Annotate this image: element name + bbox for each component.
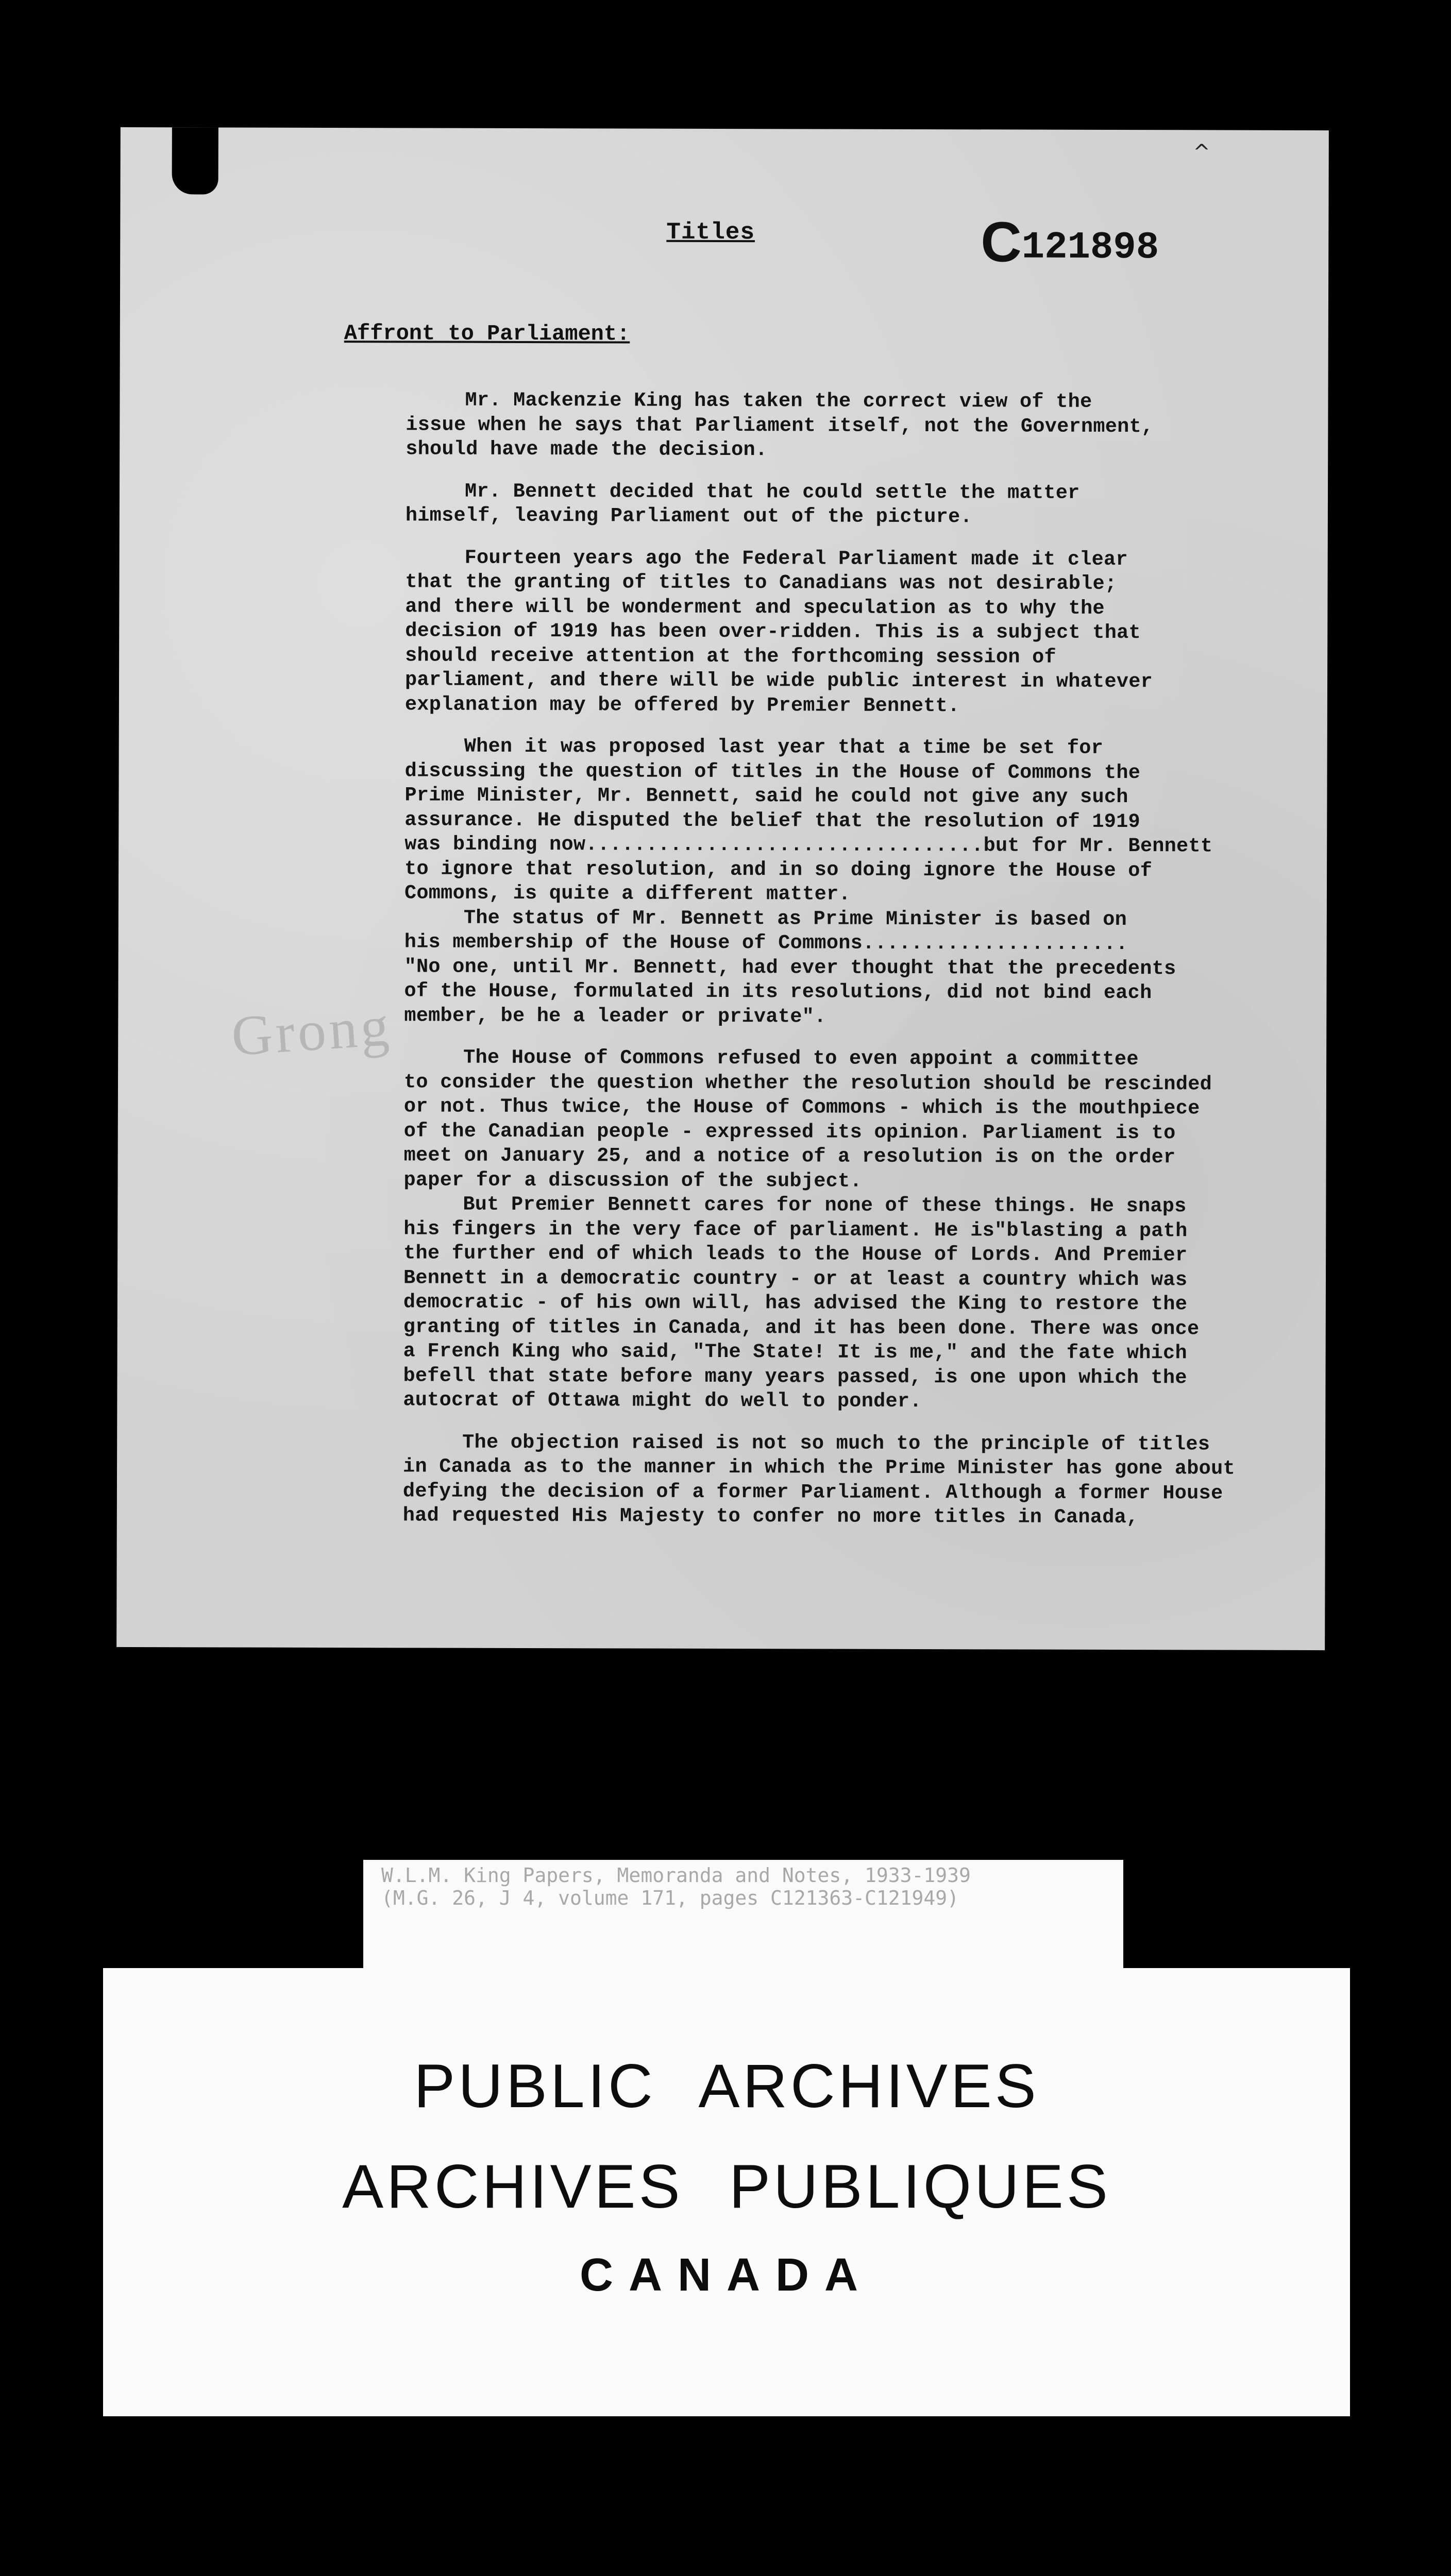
document-title: Titles <box>666 218 755 246</box>
faint-stamp: Grong <box>229 994 394 1068</box>
document-number-prefix: C <box>981 210 1022 274</box>
paragraph: When it was proposed last year that a time be set for discussing the question of titles in the House of Commons the Prime Minister, Mr. Bennett, said he could not give any such assurance. He disputed the belief that the resolution of 1919 was binding now.................................but for Mr. Bennett to ignore that resolution, and in so doing ignore the House of Commons, is quite a different matter. <box>404 735 1213 906</box>
corner-mark: ^ <box>1193 140 1210 164</box>
section-heading: Affront to Parliament: <box>344 321 630 347</box>
paragraph: The objection raised is not so much to the principle of titles in Canada as to the manner in which the Prime Minister has gone about defying the decision of a former Parliament. Although a former House had requested His Majesty to confer no more titles in Canada, <box>402 1431 1235 1529</box>
archive-card <box>103 1968 1350 2416</box>
archive-name-english: PUBLIC ARCHIVES <box>414 2052 1039 2121</box>
ink-blot <box>172 127 218 194</box>
paragraph: Mr. Mackenzie King has taken the correct view of the issue when he says that Parliament itself, not the Government, should have made the decision. <box>406 388 1154 462</box>
paragraph: Fourteen years ago the Federal Parliament made it clear that the granting of titles to Canadians was not desirable; and there will be wonderment and speculation as to why the decision of 1919 has been over-ridden. This is a subject that should receive attention at the forthcoming session of parliament, and there will be wide public interest in whatever explanation may be offered by Premier Bennett. <box>404 546 1153 717</box>
paragraph: The status of Mr. Bennett as Prime Minister is based on his membership of the House of Commons...................... "No one, until Mr. Bennett, had ever thought that the precedents of the House, formulated in its resolutions, did not bind each member, be he a leader or private". <box>404 906 1176 1028</box>
document-number-value: 121898 <box>1021 226 1159 270</box>
paragraph: Mr. Bennett decided that he could settle the matter himself, leaving Parliament out of the picture. <box>405 480 1080 529</box>
paragraph: The House of Commons refused to even appoint a committee to consider the question whether the resolution should be rescinded or not. Thus twice, the House of Commons - which is the mouthpiece of the Canadian people - expressed its opinion. Parliament is to meet on January 25, and a notice of a resolution is on the order paper for a discussion of the subject. <box>403 1046 1212 1193</box>
catalog-line-reference: (M.G. 26, J 4, volume 171, pages C121363-C121949) <box>381 1887 959 1909</box>
catalog-line-collection: W.L.M. King Papers, Memoranda and Notes, 1933-1939 <box>381 1864 971 1887</box>
paragraph: But Premier Bennett cares for none of these things. He snaps his fingers in the very face of parliament. He is"blasting a path the further end of which leads to the House of Lords. And Premier Bennett in a democratic country - or at least a country which was democratic - of his own will, has advised the King to restore the granting of titles in Canada, and it has been done. There was once a French King who said, "The State! It is me," and the fate which befell that state before many years passed, is one upon which the autocrat of Ottawa might do well to ponder. <box>403 1193 1200 1413</box>
archive-country: CANADA <box>580 2249 873 2301</box>
document-page <box>116 127 1329 1650</box>
document-body <box>403 388 1292 1548</box>
document-number <box>981 209 1159 275</box>
catalog-label <box>363 1860 1123 1971</box>
archive-name-french: ARCHIVES PUBLIQUES <box>342 2152 1111 2221</box>
